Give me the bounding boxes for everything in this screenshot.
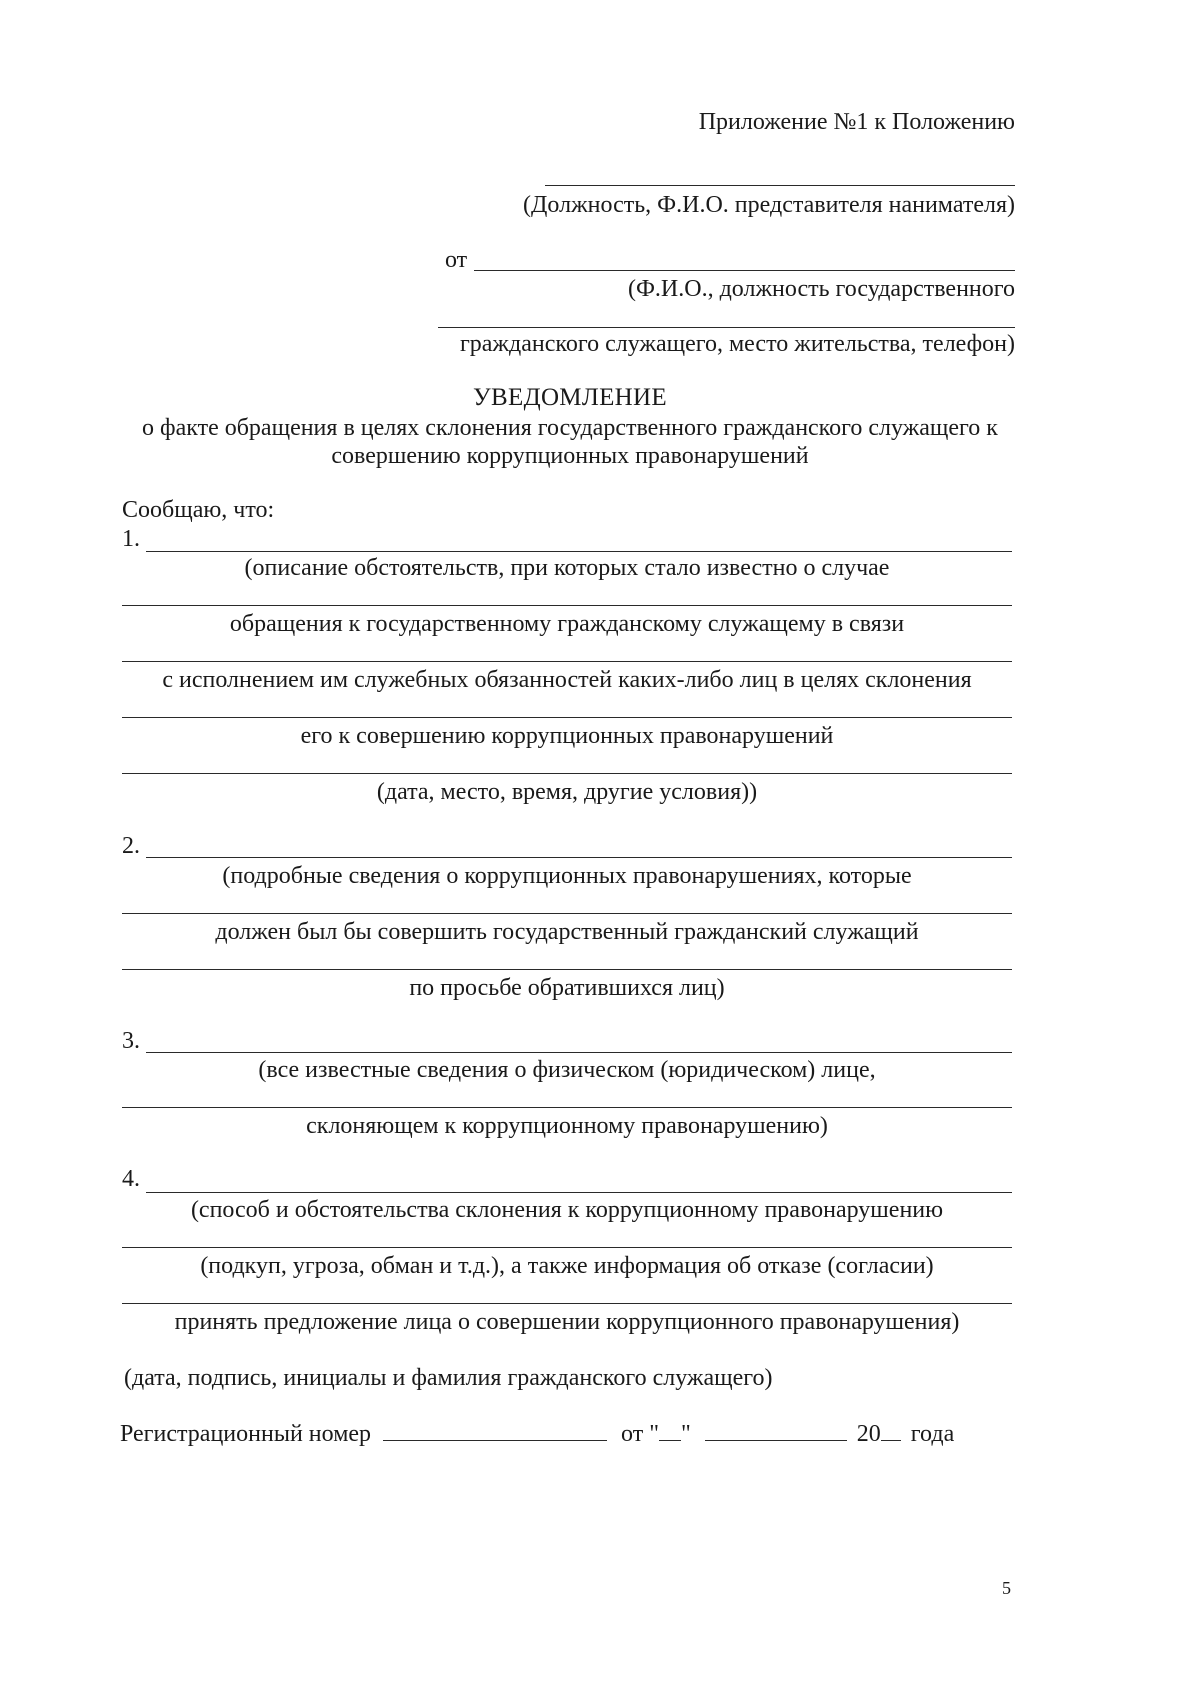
section-2-caption: (подробные сведения о коррупционных правонарушениях, которые	[222, 863, 912, 889]
section-2-line	[122, 913, 1012, 914]
registration-label: Регистрационный номер	[120, 1421, 372, 1447]
section-1-caption: обращения к государственному гражданскому служащему в связи	[229, 611, 905, 637]
registration-century: 20	[856, 1421, 881, 1447]
section-1-line	[122, 773, 1012, 774]
sender-caption-1: (Ф.И.О., должность государственного	[627, 276, 1015, 302]
section-4-caption: принять предложение лица о совершении коррупционного правонарушения)	[174, 1309, 960, 1335]
sender-line-1	[474, 270, 1015, 271]
section-4-line	[122, 1303, 1012, 1304]
section-3-caption: склоняющем к коррупционному правонарушению)	[306, 1113, 828, 1139]
section-1-caption: (описание обстоятельств, при которых стало известно о случае	[244, 555, 890, 581]
section-4-caption: (способ и обстоятельства склонения к коррупционному правонарушению	[190, 1197, 944, 1223]
document-subtitle-2: совершению коррупционных правонарушений	[331, 443, 809, 469]
section-3-line	[122, 1107, 1012, 1108]
section-4-line	[146, 1192, 1012, 1193]
section-2-number: 2.	[122, 833, 140, 859]
section-1-line	[146, 551, 1012, 552]
document-subtitle-1: о факте обращения в целях склонения государственного гражданского служащего к	[142, 415, 998, 441]
sender-caption-2: гражданского служащего, место жительства, телефон)	[459, 331, 1015, 357]
registration-from-label: от	[621, 1421, 644, 1447]
registration-number-blank	[383, 1418, 607, 1441]
section-1-line	[122, 661, 1012, 662]
registration-row	[120, 1418, 954, 1448]
section-1-caption: (дата, место, время, другие условия))	[376, 779, 758, 805]
page-number: 5	[1002, 1578, 1011, 1598]
section-2-caption: по просьбе обратившихся лиц)	[409, 975, 725, 1001]
section-1-number: 1.	[122, 526, 140, 552]
registration-quote-close: "	[681, 1421, 691, 1447]
addressee-caption: (Должность, Ф.И.О. представителя нанимателя)	[523, 192, 1015, 218]
sender-line-2	[438, 327, 1015, 328]
section-4-line	[122, 1247, 1012, 1248]
section-1-caption: с исполнением им служебных обязанностей каких-либо лиц в целях склонения	[162, 667, 972, 693]
section-2-line	[122, 969, 1012, 970]
section-1-caption: его к совершению коррупционных правонарушений	[300, 723, 834, 749]
registration-day-blank	[659, 1418, 681, 1441]
document-title: УВЕДОМЛЕНИЕ	[473, 384, 667, 411]
section-1-line	[122, 717, 1012, 718]
section-4-caption: (подкуп, угроза, обман и т.д.), а также информация об отказе (согласии)	[200, 1253, 934, 1279]
registration-year-word: года	[910, 1421, 955, 1447]
section-1-line	[122, 605, 1012, 606]
from-label: от	[445, 247, 468, 273]
section-2-caption: должен был бы совершить государственный гражданский служащий	[215, 919, 919, 945]
section-4-number: 4.	[122, 1166, 140, 1192]
registration-quote-open: "	[649, 1421, 659, 1447]
intro-text: Сообщаю, что:	[122, 497, 275, 523]
addressee-line	[545, 185, 1015, 186]
section-3-line	[146, 1052, 1012, 1053]
registration-month-blank	[705, 1418, 847, 1441]
section-3-caption: (все известные сведения о физическом (юридическом) лице,	[258, 1057, 876, 1083]
appendix-label: Приложение №1 к Положению	[698, 109, 1015, 135]
signature-caption: (дата, подпись, инициалы и фамилия гражданского служащего)	[124, 1365, 773, 1391]
section-2-line	[146, 857, 1012, 858]
registration-year-blank	[881, 1418, 901, 1441]
section-3-number: 3.	[122, 1028, 140, 1054]
